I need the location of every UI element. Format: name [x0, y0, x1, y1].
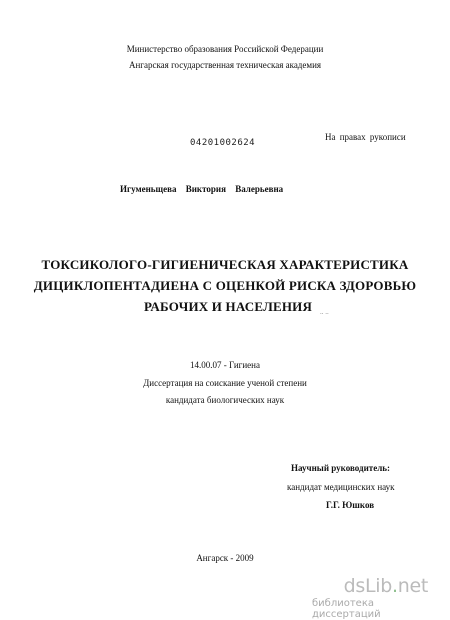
specialty-code: 14.00.07 - Гигиена — [190, 360, 260, 370]
watermark-caption: библиотека диссертаций — [312, 598, 381, 620]
title-line-3: РАБОЧИХ И НАСЕЛЕНИЯ — [143, 299, 313, 314]
supervisor-degree: кандидат медицинских наук — [287, 482, 395, 492]
registry-code: 04201002624 — [190, 138, 256, 148]
supervisor-name: Г.Г. Юшков — [326, 500, 375, 510]
ministry-name: Министерство образования Российской Федерации — [126, 44, 324, 54]
title-line-2: ДИЦИКЛОПЕНТАДИЕНА С ОЦЕНКОЙ РИСКА ЗДОРОВЬЮ — [33, 278, 417, 293]
academy-name: Ангарская государственная техническая академия — [128, 60, 322, 70]
watermark-logo: dsLib.net — [343, 575, 428, 597]
manuscript-note: На правах рукописи — [325, 132, 406, 142]
title-line-1: ТОКСИКОЛОГО-ГИГИЕНИЧЕСКАЯ ХАРАКТЕРИСТИКА — [41, 257, 409, 272]
author-name: Игуменьщева Виктория Валерьевна — [120, 184, 284, 194]
degree-line-2: кандидата биологических наук — [165, 395, 285, 405]
degree-line-1: Диссертация на соискание ученой степени — [143, 378, 307, 388]
supervisor-heading: Научный руководитель: — [291, 463, 390, 473]
print-smudge: .. .. — [320, 308, 329, 316]
place-year: Ангарск - 2009 — [196, 553, 254, 563]
watermark — [312, 575, 442, 620]
